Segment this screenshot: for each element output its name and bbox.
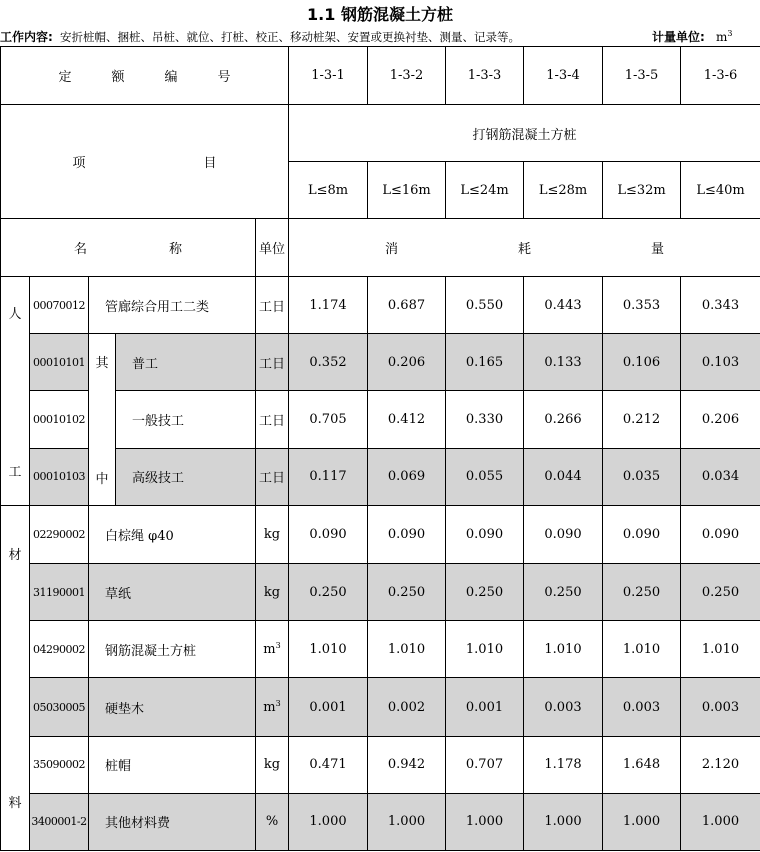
sub-category: 其 中 bbox=[89, 334, 116, 506]
row-code: 00010102 bbox=[30, 391, 89, 448]
quota-code: 1-3-6 bbox=[681, 47, 760, 105]
row-value: 0.330 bbox=[446, 391, 524, 448]
row-name: 普工 bbox=[116, 334, 256, 391]
row-name: 其他材料费 bbox=[89, 793, 256, 850]
row-name: 白棕绳 φ40 bbox=[89, 506, 256, 564]
row-name: 硬垫木 bbox=[89, 678, 256, 736]
row-value: 0.687 bbox=[368, 277, 446, 334]
column-header-row bbox=[1, 219, 760, 277]
length-spec: L≤40m bbox=[681, 162, 760, 219]
row-value: 0.352 bbox=[289, 334, 368, 391]
row-value: 0.705 bbox=[289, 391, 368, 448]
row-value: 0.002 bbox=[368, 678, 446, 736]
category-labor: 人 工 bbox=[1, 277, 30, 506]
row-value: 0.343 bbox=[681, 277, 760, 334]
row-name: 管廊综合用工二类 bbox=[89, 277, 256, 334]
row-value: 0.044 bbox=[524, 448, 603, 505]
row-value: 0.034 bbox=[681, 448, 760, 505]
length-spec: L≤8m bbox=[289, 162, 368, 219]
row-code: 04290002 bbox=[30, 621, 89, 678]
row-value: 0.090 bbox=[603, 506, 681, 564]
row-value: 0.090 bbox=[368, 506, 446, 564]
length-spec: L≤32m bbox=[603, 162, 681, 219]
row-unit: 工日 bbox=[256, 334, 289, 391]
row-value: 0.250 bbox=[681, 564, 760, 621]
row-value: 0.106 bbox=[603, 334, 681, 391]
row-unit: 工日 bbox=[256, 277, 289, 334]
unit-label: 计量单位: bbox=[652, 30, 705, 44]
row-value: 1.000 bbox=[603, 793, 681, 850]
row-value: 0.206 bbox=[368, 334, 446, 391]
row-value: 0.206 bbox=[681, 391, 760, 448]
row-value: 1.174 bbox=[289, 277, 368, 334]
quota-number-row bbox=[1, 47, 760, 105]
work-content-text: 安折桩帽、捆桩、吊桩、就位、打桩、校正、移动桩架、安置或更换衬垫、测量、记录等。 bbox=[60, 30, 520, 44]
length-spec: L≤28m bbox=[524, 162, 603, 219]
row-value: 0.250 bbox=[603, 564, 681, 621]
row-value: 0.250 bbox=[368, 564, 446, 621]
row-value: 0.707 bbox=[446, 736, 524, 793]
row-name: 桩帽 bbox=[89, 736, 256, 793]
row-value: 1.010 bbox=[524, 621, 603, 678]
row-value: 0.212 bbox=[603, 391, 681, 448]
row-value: 1.000 bbox=[524, 793, 603, 850]
table-row bbox=[1, 506, 760, 564]
row-code: 00070012 bbox=[30, 277, 89, 334]
row-code: 35090002 bbox=[30, 736, 89, 793]
row-unit: kg bbox=[256, 736, 289, 793]
row-value: 1.010 bbox=[603, 621, 681, 678]
work-content-label: 工作内容: bbox=[0, 30, 53, 44]
row-value: 0.133 bbox=[524, 334, 603, 391]
length-spec: L≤16m bbox=[368, 162, 446, 219]
table-row bbox=[1, 621, 760, 678]
item-label: 项 目 bbox=[1, 105, 289, 219]
quota-number-label: 定 额 编 号 bbox=[1, 47, 289, 105]
row-value: 0.069 bbox=[368, 448, 446, 505]
row-unit: $m^3$ bbox=[256, 621, 289, 678]
category-material: 材 料 bbox=[1, 506, 30, 851]
row-value: 0.003 bbox=[524, 678, 603, 736]
row-value: 0.443 bbox=[524, 277, 603, 334]
subheader bbox=[0, 28, 760, 46]
row-value: 0.090 bbox=[681, 506, 760, 564]
row-value: 2.120 bbox=[681, 736, 760, 793]
row-value: 1.000 bbox=[368, 793, 446, 850]
row-unit: kg bbox=[256, 506, 289, 564]
quota-code: 1-3-2 bbox=[368, 47, 446, 105]
row-value: 0.550 bbox=[446, 277, 524, 334]
name-header: 名 称 bbox=[1, 219, 256, 277]
row-name: 钢筋混凝土方桩 bbox=[89, 621, 256, 678]
unit-header: 单位 bbox=[256, 219, 289, 277]
row-value: 0.250 bbox=[446, 564, 524, 621]
row-unit: % bbox=[256, 793, 289, 850]
consumption-header: 消 耗 量 bbox=[289, 219, 760, 277]
row-value: 0.035 bbox=[603, 448, 681, 505]
length-spec: L≤24m bbox=[446, 162, 524, 219]
row-value: 0.165 bbox=[446, 334, 524, 391]
row-value: 1.010 bbox=[368, 621, 446, 678]
table-row bbox=[1, 678, 760, 736]
row-name: 草纸 bbox=[89, 564, 256, 621]
row-name: 高级技工 bbox=[116, 448, 256, 505]
quota-code: 1-3-5 bbox=[603, 47, 681, 105]
row-value: 0.090 bbox=[289, 506, 368, 564]
row-value: 0.353 bbox=[603, 277, 681, 334]
row-unit: kg bbox=[256, 564, 289, 621]
row-value: 1.010 bbox=[446, 621, 524, 678]
unit-value: $m^3$ bbox=[716, 29, 733, 44]
table-row bbox=[1, 334, 760, 391]
row-value: 0.090 bbox=[524, 506, 603, 564]
row-value: 0.266 bbox=[524, 391, 603, 448]
row-value: 0.090 bbox=[446, 506, 524, 564]
row-code: 3400001-2 bbox=[30, 793, 89, 850]
row-value: 0.003 bbox=[603, 678, 681, 736]
table-row bbox=[1, 564, 760, 621]
item-group-label: 打钢筋混凝土方桩 bbox=[289, 105, 760, 162]
row-value: 1.010 bbox=[289, 621, 368, 678]
row-unit: 工日 bbox=[256, 391, 289, 448]
item-group-row bbox=[1, 105, 760, 162]
row-code: 31190001 bbox=[30, 564, 89, 621]
quota-code: 1-3-4 bbox=[524, 47, 603, 105]
row-value: 0.942 bbox=[368, 736, 446, 793]
row-unit: 工日 bbox=[256, 448, 289, 505]
row-code: 05030005 bbox=[30, 678, 89, 736]
table-row bbox=[1, 736, 760, 793]
table-row bbox=[1, 277, 760, 334]
row-value: 0.055 bbox=[446, 448, 524, 505]
row-value: 0.001 bbox=[289, 678, 368, 736]
row-value: 1.000 bbox=[289, 793, 368, 850]
row-value: 0.103 bbox=[681, 334, 760, 391]
quota-code: 1-3-1 bbox=[289, 47, 368, 105]
row-value: 0.412 bbox=[368, 391, 446, 448]
row-value: 0.471 bbox=[289, 736, 368, 793]
row-unit: $m^3$ bbox=[256, 678, 289, 736]
row-value: 1.648 bbox=[603, 736, 681, 793]
row-value: 0.003 bbox=[681, 678, 760, 736]
row-name: 一般技工 bbox=[116, 391, 256, 448]
row-value: 1.178 bbox=[524, 736, 603, 793]
row-value: 0.001 bbox=[446, 678, 524, 736]
row-value: 1.000 bbox=[681, 793, 760, 850]
row-code: 00010103 bbox=[30, 448, 89, 505]
row-value: 0.250 bbox=[524, 564, 603, 621]
quota-table bbox=[0, 46, 760, 851]
quota-code: 1-3-3 bbox=[446, 47, 524, 105]
row-value: 0.250 bbox=[289, 564, 368, 621]
table-row bbox=[1, 793, 760, 850]
row-code: 00010101 bbox=[30, 334, 89, 391]
row-value: 1.010 bbox=[681, 621, 760, 678]
page-title: 1.1 钢筋混凝土方桩 bbox=[307, 5, 453, 24]
row-code: 02290002 bbox=[30, 506, 89, 564]
row-value: 1.000 bbox=[446, 793, 524, 850]
row-value: 0.117 bbox=[289, 448, 368, 505]
